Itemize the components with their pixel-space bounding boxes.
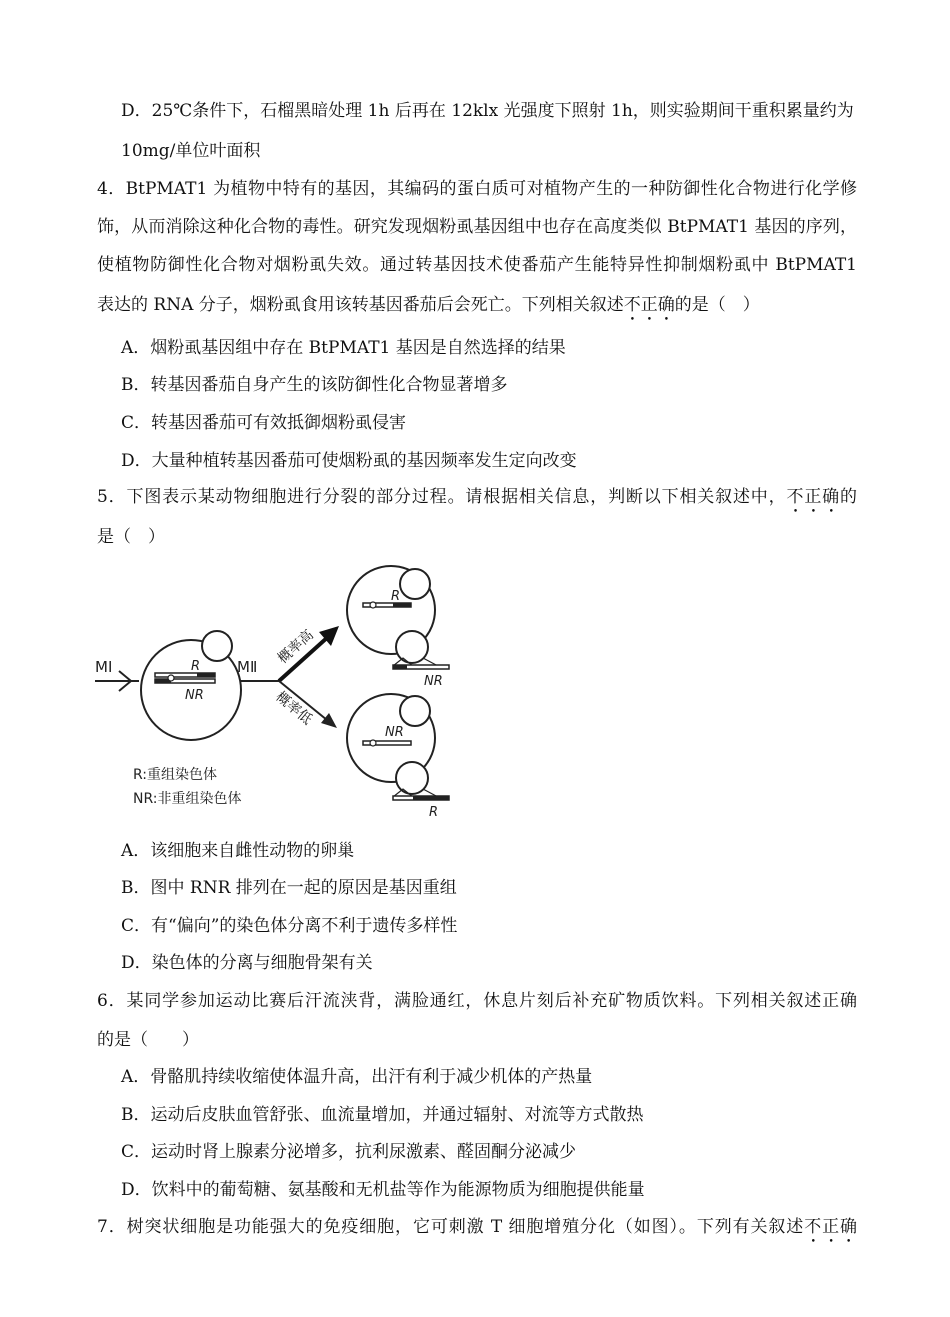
q6-stem-line1: 6．某同学参加运动比赛后汗流浃背，满脸通红，休息片刻后补充矿物质饮料。下列相关叙述正确 xyxy=(97,991,857,1011)
parent-polar-body xyxy=(202,631,232,661)
q4-stem-line2: 饰，从而消除这种化合物的毒性。研究发现烟粉虱基因组中也存在高度类似 BtPMAT1 基因的序列， xyxy=(97,217,857,237)
q7-stem-line1 xyxy=(97,1215,857,1247)
q5-option-d: D．染色体的分离与细胞骨架有关 xyxy=(121,953,373,973)
q3-option-d-line2: 10mg/单位叶面积 xyxy=(121,141,261,161)
parent-chromosomes xyxy=(155,673,215,683)
upper-polar-body xyxy=(400,569,430,599)
q4-option-a: A．烟粉虱基因组中存在 BtPMAT1 基因是自然选择的结果 xyxy=(121,338,566,358)
q5-emphasis: 不正确 xyxy=(786,487,840,507)
parent-label-r: R xyxy=(191,659,201,674)
lower-polar-label-r: R xyxy=(429,805,439,820)
q5-stem-line2: 是（ ） xyxy=(97,527,165,547)
q5-option-a: A．该细胞来自雌性动物的卵巢 xyxy=(121,841,355,861)
q4-stem-line1: 4．BtPMAT1 为植物中特有的基因，其编码的蛋白质可对植物产生的一种防御性化合物进行化学修 xyxy=(97,179,857,199)
lower-label-nr: NR xyxy=(385,725,404,740)
label-m1: MⅠ xyxy=(95,658,113,676)
q6-option-d: D．饮料中的葡萄糖、氨基酸和无机盐等作为能源物质为细胞提供能量 xyxy=(121,1180,645,1200)
legend-r: R:重组染色体 xyxy=(133,767,218,783)
q5-stem-pre: 5．下图表示某动物细胞进行分裂的部分过程。请根据相关信息，判断以下相关叙述中， xyxy=(97,487,787,507)
q4-stem-post: 的是（ ） xyxy=(674,295,760,315)
q5-option-c: C．有“偏向”的染色体分离不利于遗传多样性 xyxy=(121,916,458,936)
parent-label-nr: NR xyxy=(185,688,204,703)
q7-emphasis: 不正确 xyxy=(804,1217,857,1237)
q4-emphasis: 不正确 xyxy=(623,295,675,315)
q7-stem-pre: 7．树突状细胞是功能强大的免疫细胞，它可刺激 T 细胞增殖分化（如图）。下列有关叙述 xyxy=(97,1217,805,1237)
q5-stem-post: 的 xyxy=(840,487,857,507)
upper-label-r: R xyxy=(391,589,401,604)
meiosis-figure xyxy=(93,558,463,823)
upper-polar-label-nr: NR xyxy=(424,674,443,689)
q4-option-c: C．转基因番茄可有效抵御烟粉虱侵害 xyxy=(121,413,407,433)
q6-option-b: B．运动后皮肤血管舒张、血流量增加，并通过辐射、对流等方式散热 xyxy=(121,1105,644,1125)
q4-stem-line4 xyxy=(97,293,760,325)
q4-option-d: D．大量种植转基因番茄可使烟粉虱的基因频率发生定向改变 xyxy=(121,451,577,471)
q5-option-b: B．图中 RNR 排列在一起的原因是基因重组 xyxy=(121,878,457,898)
q5-stem-line1 xyxy=(97,485,857,517)
q4-option-b: B．转基因番茄自身产生的该防御性化合物显著增多 xyxy=(121,375,508,395)
legend-nr: NR:非重组染色体 xyxy=(133,791,242,807)
arrow-high-label: 概率高 xyxy=(274,626,317,667)
q6-option-a: A．骨骼肌持续收缩使体温升高，出汗有利于减少机体的产热量 xyxy=(121,1067,593,1087)
q4-stem-pre: 表达的 RNA 分子，烟粉虱食用该转基因番茄后会死亡。下列相关叙述 xyxy=(97,295,624,315)
q6-stem-line2: 的是（ ） xyxy=(97,1030,199,1050)
lower-polar-body xyxy=(400,696,430,726)
arrow-low-label: 概率低 xyxy=(272,688,315,729)
label-m2: MⅡ xyxy=(237,658,258,676)
q3-option-d-line1: D．25℃条件下，石榴黑暗处理 1h 后再在 12klx 光强度下照射 1h，则实验期间干重积累量约为 xyxy=(121,101,854,121)
q4-stem-line3: 使植物防御性化合物对烟粉虱失效。通过转基因技术使番茄产生能特异性抑制烟粉虱中 BtPMAT1 xyxy=(97,255,857,275)
q6-option-c: C．运动时肾上腺素分泌增多，抗利尿激素、醛固酮分泌减少 xyxy=(121,1142,577,1162)
